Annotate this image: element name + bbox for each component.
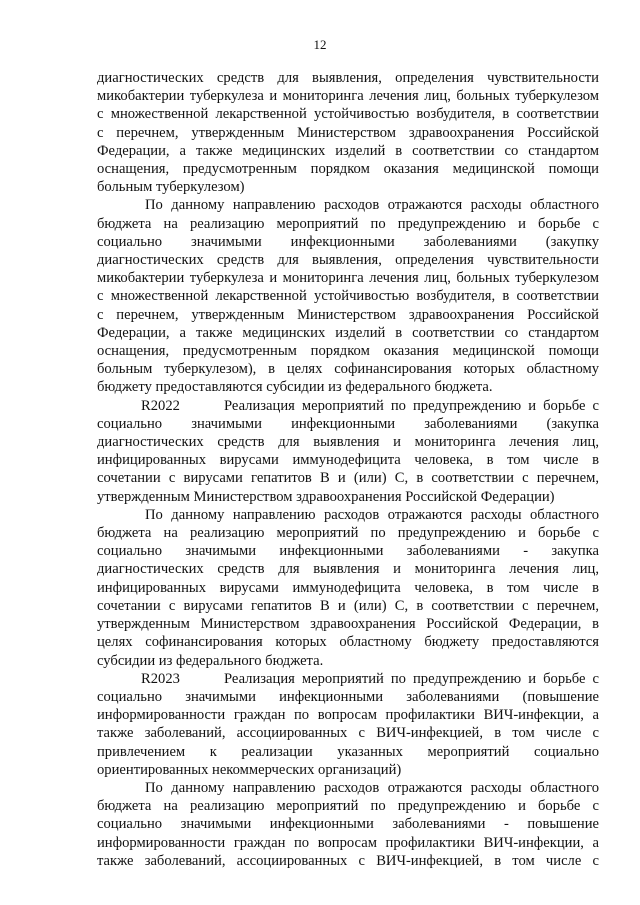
text-line: информированности граждан по вопросам профилактики ВИЧ-инфекции, а — [97, 707, 599, 724]
expense-code: R2022 — [141, 397, 180, 414]
text-line: диагностических средств для выявления и мониторинга лечения лиц, — [97, 561, 599, 578]
text-line: Федерации, а также медицинских изделий в соответствии со стандартом — [97, 324, 599, 341]
code-heading-line — [97, 670, 599, 688]
document-body — [97, 69, 599, 870]
paragraph-expense-description — [97, 196, 599, 396]
text-line: микобактерии туберкулеза и мониторинга лечения лиц, больных туберкулезом — [97, 88, 599, 105]
text-line: также заболеваний, ассоциированных с ВИЧ-инфекцией, в том числе с — [97, 852, 599, 869]
paragraph-expense-description — [97, 506, 599, 670]
text-line: больным туберкулезом), в целях софинансирования которых областному — [97, 361, 599, 378]
text-line: сочетании с вирусами гепатитов В и (или) С, в соответствии с перечнем, — [97, 597, 599, 614]
code-heading-line — [97, 397, 599, 415]
text-line: бюджету предоставляются субсидии из федерального бюджета. — [97, 379, 493, 396]
text-line: По данному направлению расходов отражаются расходы областного — [145, 197, 599, 214]
text-line: Федерации, а также медицинских изделий в соответствии со стандартом — [97, 142, 599, 159]
code-title-text: Реализация мероприятий по предупреждению и борьбе с — [224, 397, 599, 414]
text-line: с перечнем, утвержденным Министерством здравоохранения Российской — [97, 124, 599, 141]
text-line: с множественной лекарственной устойчивостью возбудителя, в соответствии — [97, 106, 599, 123]
text-line: диагностических средств для выявления и мониторинга лечения лиц, — [97, 434, 599, 451]
page-number: 12 — [313, 37, 327, 52]
text-line: социально значимыми инфекционными заболеваниями (повышение — [97, 688, 599, 705]
text-line: сочетании с вирусами гепатитов В и (или) С, в соответствии с перечнем, — [97, 470, 599, 487]
text-line: больным туберкулезом) — [97, 179, 245, 196]
text-line: целях софинансирования которых областному бюджету предоставляются — [97, 634, 599, 651]
text-line: инфицированных вирусами иммунодефицита человека, в том числе в — [97, 452, 599, 469]
text-line: субсидии из федерального бюджета. — [97, 652, 324, 669]
text-line: микобактерии туберкулеза и мониторинга лечения лиц, больных туберкулезом — [97, 270, 599, 287]
text-line: ориентированных некоммерческих организаций) — [97, 761, 402, 778]
text-line: бюджета на реализацию мероприятий по предупреждению и борьбе с — [97, 215, 599, 232]
text-line: бюджета на реализацию мероприятий по предупреждению и борьбе с — [97, 798, 599, 815]
text-line: бюджета на реализацию мероприятий по предупреждению и борьбе с — [97, 525, 599, 542]
text-line: социально значимыми инфекционными заболеваниями (закупка — [97, 415, 599, 432]
text-line: социально значимыми инфекционными заболеваниями - повышение — [97, 816, 599, 833]
text-line: утвержденным Министерством здравоохранения Российской Федерации, в — [97, 616, 599, 633]
text-line: социально значимыми инфекционными заболеваниями (закупку — [97, 233, 599, 250]
text-line: По данному направлению расходов отражаются расходы областного — [145, 506, 599, 523]
text-line: информированности граждан по вопросам профилактики ВИЧ-инфекции, а — [97, 834, 599, 851]
expense-code: R2023 — [141, 670, 180, 687]
code-title-text: Реализация мероприятий по предупреждению и борьбе с — [224, 670, 599, 687]
text-line: оснащения, предусмотренным порядком оказания медицинской помощи — [97, 343, 599, 360]
text-line: По данному направлению расходов отражаются расходы областного — [145, 779, 599, 796]
paragraph-continuation — [97, 69, 599, 196]
text-line: диагностических средств для выявления, определения чувствительности — [97, 70, 599, 86]
paragraph-expense-description — [97, 779, 599, 870]
text-line: привлечением к реализации указанных мероприятий социально — [97, 743, 599, 760]
text-line: диагностических средств для выявления, определения чувствительности — [97, 252, 599, 269]
text-line: с множественной лекарственной устойчивостью возбудителя, в соответствии — [97, 288, 599, 305]
paragraph-code-r2023 — [97, 670, 599, 779]
paragraph-code-r2022 — [97, 397, 599, 506]
text-line: социально значимыми инфекционными заболеваниями - закупка — [97, 543, 599, 560]
text-line: с перечнем, утвержденным Министерством здравоохранения Российской — [97, 306, 599, 323]
text-line: также заболеваний, ассоциированных с ВИЧ-инфекцией, в том числе с — [97, 725, 599, 742]
text-line: утвержденным Министерством здравоохранения Российской Федерации) — [97, 488, 555, 505]
text-line: инфицированных вирусами иммунодефицита человека, в том числе в — [97, 579, 599, 596]
text-line: оснащения, предусмотренным порядком оказания медицинской помощи — [97, 161, 599, 178]
